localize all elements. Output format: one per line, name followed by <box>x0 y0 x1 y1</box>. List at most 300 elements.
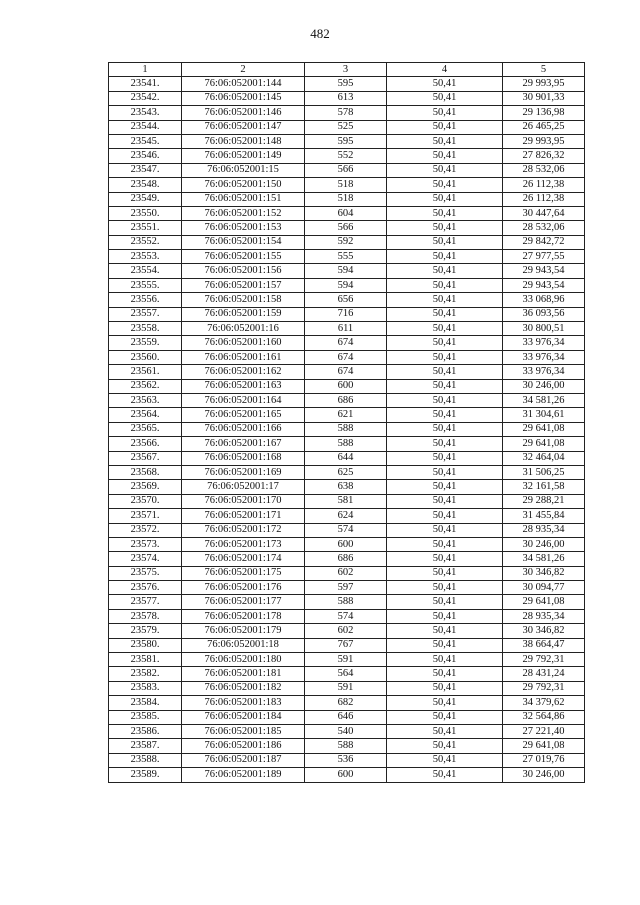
area-cell: 686 <box>305 552 387 566</box>
cadastral-number-cell: 76:06:052001:144 <box>182 77 305 91</box>
row-number-cell: 23566. <box>109 437 182 451</box>
row-number-cell: 23579. <box>109 624 182 638</box>
table-row <box>109 379 585 393</box>
row-number-cell: 23558. <box>109 322 182 336</box>
table-row <box>109 581 585 595</box>
rate-cell: 50,41 <box>387 638 503 652</box>
row-number-cell: 23567. <box>109 451 182 465</box>
amount-cell: 29 136,98 <box>503 106 585 120</box>
table-row <box>109 192 585 206</box>
area-cell: 624 <box>305 509 387 523</box>
table-row <box>109 566 585 580</box>
amount-cell: 29 641,08 <box>503 595 585 609</box>
rate-cell: 50,41 <box>387 710 503 724</box>
cadastral-number-cell: 76:06:052001:172 <box>182 523 305 537</box>
row-number-cell: 23547. <box>109 163 182 177</box>
amount-cell: 26 112,38 <box>503 192 585 206</box>
amount-cell: 33 068,96 <box>503 293 585 307</box>
row-number-cell: 23578. <box>109 609 182 623</box>
rate-cell: 50,41 <box>387 566 503 580</box>
area-cell: 767 <box>305 638 387 652</box>
rate-cell: 50,41 <box>387 178 503 192</box>
table-row <box>109 91 585 105</box>
cadastral-number-cell: 76:06:052001:183 <box>182 696 305 710</box>
table-row <box>109 235 585 249</box>
table-row <box>109 753 585 767</box>
amount-cell: 33 976,34 <box>503 350 585 364</box>
area-cell: 540 <box>305 724 387 738</box>
row-number-cell: 23573. <box>109 537 182 551</box>
amount-cell: 34 581,26 <box>503 393 585 407</box>
table-row <box>109 653 585 667</box>
cadastral-number-cell: 76:06:052001:159 <box>182 307 305 321</box>
rate-cell: 50,41 <box>387 106 503 120</box>
amount-cell: 28 935,34 <box>503 609 585 623</box>
amount-cell: 29 641,08 <box>503 739 585 753</box>
amount-cell: 29 943,54 <box>503 264 585 278</box>
cadastral-number-cell: 76:06:052001:177 <box>182 595 305 609</box>
area-cell: 566 <box>305 163 387 177</box>
table-row <box>109 206 585 220</box>
area-cell: 613 <box>305 91 387 105</box>
table-row <box>109 552 585 566</box>
column-header-3: 3 <box>305 63 387 77</box>
table-row <box>109 120 585 134</box>
amount-cell: 31 304,61 <box>503 408 585 422</box>
column-header-2: 2 <box>182 63 305 77</box>
area-cell: 644 <box>305 451 387 465</box>
cadastral-number-cell: 76:06:052001:149 <box>182 149 305 163</box>
area-cell: 564 <box>305 667 387 681</box>
cadastral-number-cell: 76:06:052001:158 <box>182 293 305 307</box>
cadastral-number-cell: 76:06:052001:176 <box>182 581 305 595</box>
area-cell: 600 <box>305 379 387 393</box>
rate-cell: 50,41 <box>387 724 503 738</box>
area-cell: 566 <box>305 221 387 235</box>
table-row <box>109 609 585 623</box>
row-number-cell: 23588. <box>109 753 182 767</box>
row-number-cell: 23565. <box>109 422 182 436</box>
table-row <box>109 710 585 724</box>
cadastral-number-cell: 76:06:052001:16 <box>182 322 305 336</box>
area-cell: 621 <box>305 408 387 422</box>
row-number-cell: 23561. <box>109 365 182 379</box>
cadastral-number-cell: 76:06:052001:156 <box>182 264 305 278</box>
row-number-cell: 23548. <box>109 178 182 192</box>
amount-cell: 34 379,62 <box>503 696 585 710</box>
row-number-cell: 23563. <box>109 393 182 407</box>
area-cell: 682 <box>305 696 387 710</box>
row-number-cell: 23574. <box>109 552 182 566</box>
rate-cell: 50,41 <box>387 667 503 681</box>
row-number-cell: 23581. <box>109 653 182 667</box>
rate-cell: 50,41 <box>387 250 503 264</box>
row-number-cell: 23546. <box>109 149 182 163</box>
area-cell: 646 <box>305 710 387 724</box>
rate-cell: 50,41 <box>387 681 503 695</box>
rate-cell: 50,41 <box>387 278 503 292</box>
table-row <box>109 365 585 379</box>
area-cell: 716 <box>305 307 387 321</box>
area-cell: 600 <box>305 537 387 551</box>
row-number-cell: 23545. <box>109 134 182 148</box>
amount-cell: 29 993,95 <box>503 134 585 148</box>
rate-cell: 50,41 <box>387 537 503 551</box>
rate-cell: 50,41 <box>387 192 503 206</box>
cadastral-number-cell: 76:06:052001:175 <box>182 566 305 580</box>
cadastral-number-cell: 76:06:052001:170 <box>182 494 305 508</box>
amount-cell: 31 455,84 <box>503 509 585 523</box>
rate-cell: 50,41 <box>387 451 503 465</box>
area-cell: 592 <box>305 235 387 249</box>
row-number-cell: 23583. <box>109 681 182 695</box>
cadastral-number-cell: 76:06:052001:155 <box>182 250 305 264</box>
cadastral-number-cell: 76:06:052001:160 <box>182 336 305 350</box>
area-cell: 574 <box>305 609 387 623</box>
table-row <box>109 393 585 407</box>
row-number-cell: 23575. <box>109 566 182 580</box>
cadastral-number-cell: 76:06:052001:181 <box>182 667 305 681</box>
row-number-cell: 23577. <box>109 595 182 609</box>
area-cell: 638 <box>305 480 387 494</box>
table-row <box>109 221 585 235</box>
row-number-cell: 23585. <box>109 710 182 724</box>
area-cell: 578 <box>305 106 387 120</box>
amount-cell: 30 901,33 <box>503 91 585 105</box>
cadastral-number-cell: 76:06:052001:148 <box>182 134 305 148</box>
cadastral-number-cell: 76:06:052001:145 <box>182 91 305 105</box>
cadastral-number-cell: 76:06:052001:166 <box>182 422 305 436</box>
cadastral-number-cell: 76:06:052001:171 <box>182 509 305 523</box>
rate-cell: 50,41 <box>387 552 503 566</box>
table-row <box>109 595 585 609</box>
amount-cell: 26 112,38 <box>503 178 585 192</box>
area-cell: 525 <box>305 120 387 134</box>
page-number: 482 <box>310 26 330 41</box>
amount-cell: 29 993,95 <box>503 77 585 91</box>
rate-cell: 50,41 <box>387 221 503 235</box>
area-cell: 595 <box>305 77 387 91</box>
cadastral-number-cell: 76:06:052001:189 <box>182 768 305 782</box>
column-header-1: 1 <box>109 63 182 77</box>
amount-cell: 30 346,82 <box>503 566 585 580</box>
amount-cell: 32 564,86 <box>503 710 585 724</box>
cadastral-number-cell: 76:06:052001:165 <box>182 408 305 422</box>
row-number-cell: 23553. <box>109 250 182 264</box>
cadastral-number-cell: 76:06:052001:163 <box>182 379 305 393</box>
amount-cell: 29 641,08 <box>503 437 585 451</box>
row-number-cell: 23543. <box>109 106 182 120</box>
table-header-row <box>109 63 585 77</box>
amount-cell: 38 664,47 <box>503 638 585 652</box>
amount-cell: 30 246,00 <box>503 379 585 393</box>
rate-cell: 50,41 <box>387 91 503 105</box>
row-number-cell: 23569. <box>109 480 182 494</box>
row-number-cell: 23570. <box>109 494 182 508</box>
cadastral-number-cell: 76:06:052001:152 <box>182 206 305 220</box>
cadastral-number-cell: 76:06:052001:15 <box>182 163 305 177</box>
rate-cell: 50,41 <box>387 422 503 436</box>
table-row <box>109 681 585 695</box>
amount-cell: 36 093,56 <box>503 307 585 321</box>
table-row <box>109 638 585 652</box>
rate-cell: 50,41 <box>387 653 503 667</box>
area-cell: 686 <box>305 393 387 407</box>
row-number-cell: 23568. <box>109 465 182 479</box>
amount-cell: 32 161,58 <box>503 480 585 494</box>
amount-cell: 30 447,64 <box>503 206 585 220</box>
cadastral-number-cell: 76:06:052001:157 <box>182 278 305 292</box>
area-cell: 588 <box>305 422 387 436</box>
table-row <box>109 293 585 307</box>
table-row <box>109 494 585 508</box>
amount-cell: 28 532,06 <box>503 163 585 177</box>
cadastral-number-cell: 76:06:052001:180 <box>182 653 305 667</box>
amount-cell: 27 019,76 <box>503 753 585 767</box>
rate-cell: 50,41 <box>387 768 503 782</box>
cadastral-number-cell: 76:06:052001:167 <box>182 437 305 451</box>
area-cell: 625 <box>305 465 387 479</box>
area-cell: 552 <box>305 149 387 163</box>
cadastral-number-cell: 76:06:052001:174 <box>182 552 305 566</box>
rate-cell: 50,41 <box>387 293 503 307</box>
rate-cell: 50,41 <box>387 120 503 134</box>
amount-cell: 27 826,32 <box>503 149 585 163</box>
table-row <box>109 307 585 321</box>
amount-cell: 31 506,25 <box>503 465 585 479</box>
cadastral-number-cell: 76:06:052001:162 <box>182 365 305 379</box>
area-cell: 602 <box>305 566 387 580</box>
rate-cell: 50,41 <box>387 437 503 451</box>
cadastral-number-cell: 76:06:052001:150 <box>182 178 305 192</box>
amount-cell: 29 288,21 <box>503 494 585 508</box>
table-row <box>109 523 585 537</box>
area-cell: 674 <box>305 336 387 350</box>
row-number-cell: 23560. <box>109 350 182 364</box>
table-row <box>109 724 585 738</box>
amount-cell: 29 943,54 <box>503 278 585 292</box>
amount-cell: 28 431,24 <box>503 667 585 681</box>
row-number-cell: 23555. <box>109 278 182 292</box>
area-cell: 674 <box>305 350 387 364</box>
amount-cell: 29 842,72 <box>503 235 585 249</box>
cadastral-number-cell: 76:06:052001:17 <box>182 480 305 494</box>
cadastral-number-cell: 76:06:052001:185 <box>182 724 305 738</box>
row-number-cell: 23589. <box>109 768 182 782</box>
row-number-cell: 23559. <box>109 336 182 350</box>
cadastral-number-cell: 76:06:052001:173 <box>182 537 305 551</box>
area-cell: 656 <box>305 293 387 307</box>
table-row <box>109 250 585 264</box>
area-cell: 588 <box>305 595 387 609</box>
rate-cell: 50,41 <box>387 624 503 638</box>
rate-cell: 50,41 <box>387 753 503 767</box>
amount-cell: 29 792,31 <box>503 653 585 667</box>
amount-cell: 29 792,31 <box>503 681 585 695</box>
rate-cell: 50,41 <box>387 609 503 623</box>
cadastral-number-cell: 76:06:052001:154 <box>182 235 305 249</box>
area-cell: 611 <box>305 322 387 336</box>
row-number-cell: 23556. <box>109 293 182 307</box>
table-row <box>109 537 585 551</box>
amount-cell: 32 464,04 <box>503 451 585 465</box>
table-row <box>109 667 585 681</box>
amount-cell: 30 246,00 <box>503 537 585 551</box>
area-cell: 604 <box>305 206 387 220</box>
amount-cell: 33 976,34 <box>503 365 585 379</box>
row-number-cell: 23584. <box>109 696 182 710</box>
amount-cell: 27 977,55 <box>503 250 585 264</box>
rate-cell: 50,41 <box>387 480 503 494</box>
area-cell: 595 <box>305 134 387 148</box>
rate-cell: 50,41 <box>387 134 503 148</box>
row-number-cell: 23580. <box>109 638 182 652</box>
row-number-cell: 23541. <box>109 77 182 91</box>
area-cell: 555 <box>305 250 387 264</box>
table-row <box>109 77 585 91</box>
table-row <box>109 350 585 364</box>
rate-cell: 50,41 <box>387 77 503 91</box>
cadastral-number-cell: 76:06:052001:146 <box>182 106 305 120</box>
area-cell: 536 <box>305 753 387 767</box>
cadastral-number-cell: 76:06:052001:161 <box>182 350 305 364</box>
table-row <box>109 480 585 494</box>
row-number-cell: 23587. <box>109 739 182 753</box>
rate-cell: 50,41 <box>387 350 503 364</box>
rate-cell: 50,41 <box>387 408 503 422</box>
table-row <box>109 278 585 292</box>
area-cell: 600 <box>305 768 387 782</box>
rate-cell: 50,41 <box>387 509 503 523</box>
area-cell: 594 <box>305 264 387 278</box>
row-number-cell: 23564. <box>109 408 182 422</box>
table-row <box>109 134 585 148</box>
area-cell: 518 <box>305 192 387 206</box>
table-row <box>109 178 585 192</box>
table-row <box>109 739 585 753</box>
rate-cell: 50,41 <box>387 379 503 393</box>
area-cell: 591 <box>305 653 387 667</box>
table-row <box>109 696 585 710</box>
amount-cell: 26 465,25 <box>503 120 585 134</box>
rate-cell: 50,41 <box>387 336 503 350</box>
row-number-cell: 23551. <box>109 221 182 235</box>
area-cell: 581 <box>305 494 387 508</box>
cadastral-number-cell: 76:06:052001:168 <box>182 451 305 465</box>
cadastral-number-cell: 76:06:052001:187 <box>182 753 305 767</box>
cadastral-number-cell: 76:06:052001:147 <box>182 120 305 134</box>
table-row <box>109 624 585 638</box>
data-table <box>108 62 585 783</box>
cadastral-number-cell: 76:06:052001:153 <box>182 221 305 235</box>
rate-cell: 50,41 <box>387 264 503 278</box>
rate-cell: 50,41 <box>387 206 503 220</box>
row-number-cell: 23557. <box>109 307 182 321</box>
cadastral-number-cell: 76:06:052001:186 <box>182 739 305 753</box>
column-header-5: 5 <box>503 63 585 77</box>
area-cell: 594 <box>305 278 387 292</box>
rate-cell: 50,41 <box>387 322 503 336</box>
row-number-cell: 23542. <box>109 91 182 105</box>
rate-cell: 50,41 <box>387 523 503 537</box>
area-cell: 588 <box>305 437 387 451</box>
amount-cell: 28 935,34 <box>503 523 585 537</box>
row-number-cell: 23550. <box>109 206 182 220</box>
table-row <box>109 408 585 422</box>
rate-cell: 50,41 <box>387 235 503 249</box>
rate-cell: 50,41 <box>387 696 503 710</box>
area-cell: 597 <box>305 581 387 595</box>
table-row <box>109 264 585 278</box>
table-row <box>109 106 585 120</box>
amount-cell: 30 246,00 <box>503 768 585 782</box>
cadastral-number-cell: 76:06:052001:182 <box>182 681 305 695</box>
row-number-cell: 23544. <box>109 120 182 134</box>
row-number-cell: 23571. <box>109 509 182 523</box>
table-row <box>109 509 585 523</box>
area-cell: 574 <box>305 523 387 537</box>
column-header-4: 4 <box>387 63 503 77</box>
table-row <box>109 336 585 350</box>
rate-cell: 50,41 <box>387 307 503 321</box>
rate-cell: 50,41 <box>387 595 503 609</box>
amount-cell: 28 532,06 <box>503 221 585 235</box>
table-row <box>109 422 585 436</box>
rate-cell: 50,41 <box>387 393 503 407</box>
amount-cell: 33 976,34 <box>503 336 585 350</box>
table-row <box>109 451 585 465</box>
row-number-cell: 23549. <box>109 192 182 206</box>
cadastral-number-cell: 76:06:052001:164 <box>182 393 305 407</box>
rate-cell: 50,41 <box>387 163 503 177</box>
cadastral-number-cell: 76:06:052001:18 <box>182 638 305 652</box>
area-cell: 591 <box>305 681 387 695</box>
rate-cell: 50,41 <box>387 465 503 479</box>
rate-cell: 50,41 <box>387 149 503 163</box>
cadastral-number-cell: 76:06:052001:178 <box>182 609 305 623</box>
cadastral-number-cell: 76:06:052001:151 <box>182 192 305 206</box>
cadastral-number-cell: 76:06:052001:179 <box>182 624 305 638</box>
rate-cell: 50,41 <box>387 739 503 753</box>
area-cell: 674 <box>305 365 387 379</box>
row-number-cell: 23582. <box>109 667 182 681</box>
row-number-cell: 23562. <box>109 379 182 393</box>
rate-cell: 50,41 <box>387 494 503 508</box>
area-cell: 602 <box>305 624 387 638</box>
area-cell: 588 <box>305 739 387 753</box>
table-body <box>109 77 585 782</box>
amount-cell: 34 581,26 <box>503 552 585 566</box>
area-cell: 518 <box>305 178 387 192</box>
amount-cell: 29 641,08 <box>503 422 585 436</box>
amount-cell: 30 094,77 <box>503 581 585 595</box>
row-number-cell: 23552. <box>109 235 182 249</box>
rate-cell: 50,41 <box>387 581 503 595</box>
table-row <box>109 465 585 479</box>
amount-cell: 27 221,40 <box>503 724 585 738</box>
rate-cell: 50,41 <box>387 365 503 379</box>
row-number-cell: 23554. <box>109 264 182 278</box>
row-number-cell: 23576. <box>109 581 182 595</box>
table-row <box>109 437 585 451</box>
row-number-cell: 23586. <box>109 724 182 738</box>
cadastral-number-cell: 76:06:052001:169 <box>182 465 305 479</box>
table-row <box>109 149 585 163</box>
cadastral-number-cell: 76:06:052001:184 <box>182 710 305 724</box>
amount-cell: 30 346,82 <box>503 624 585 638</box>
table-row <box>109 163 585 177</box>
amount-cell: 30 800,51 <box>503 322 585 336</box>
